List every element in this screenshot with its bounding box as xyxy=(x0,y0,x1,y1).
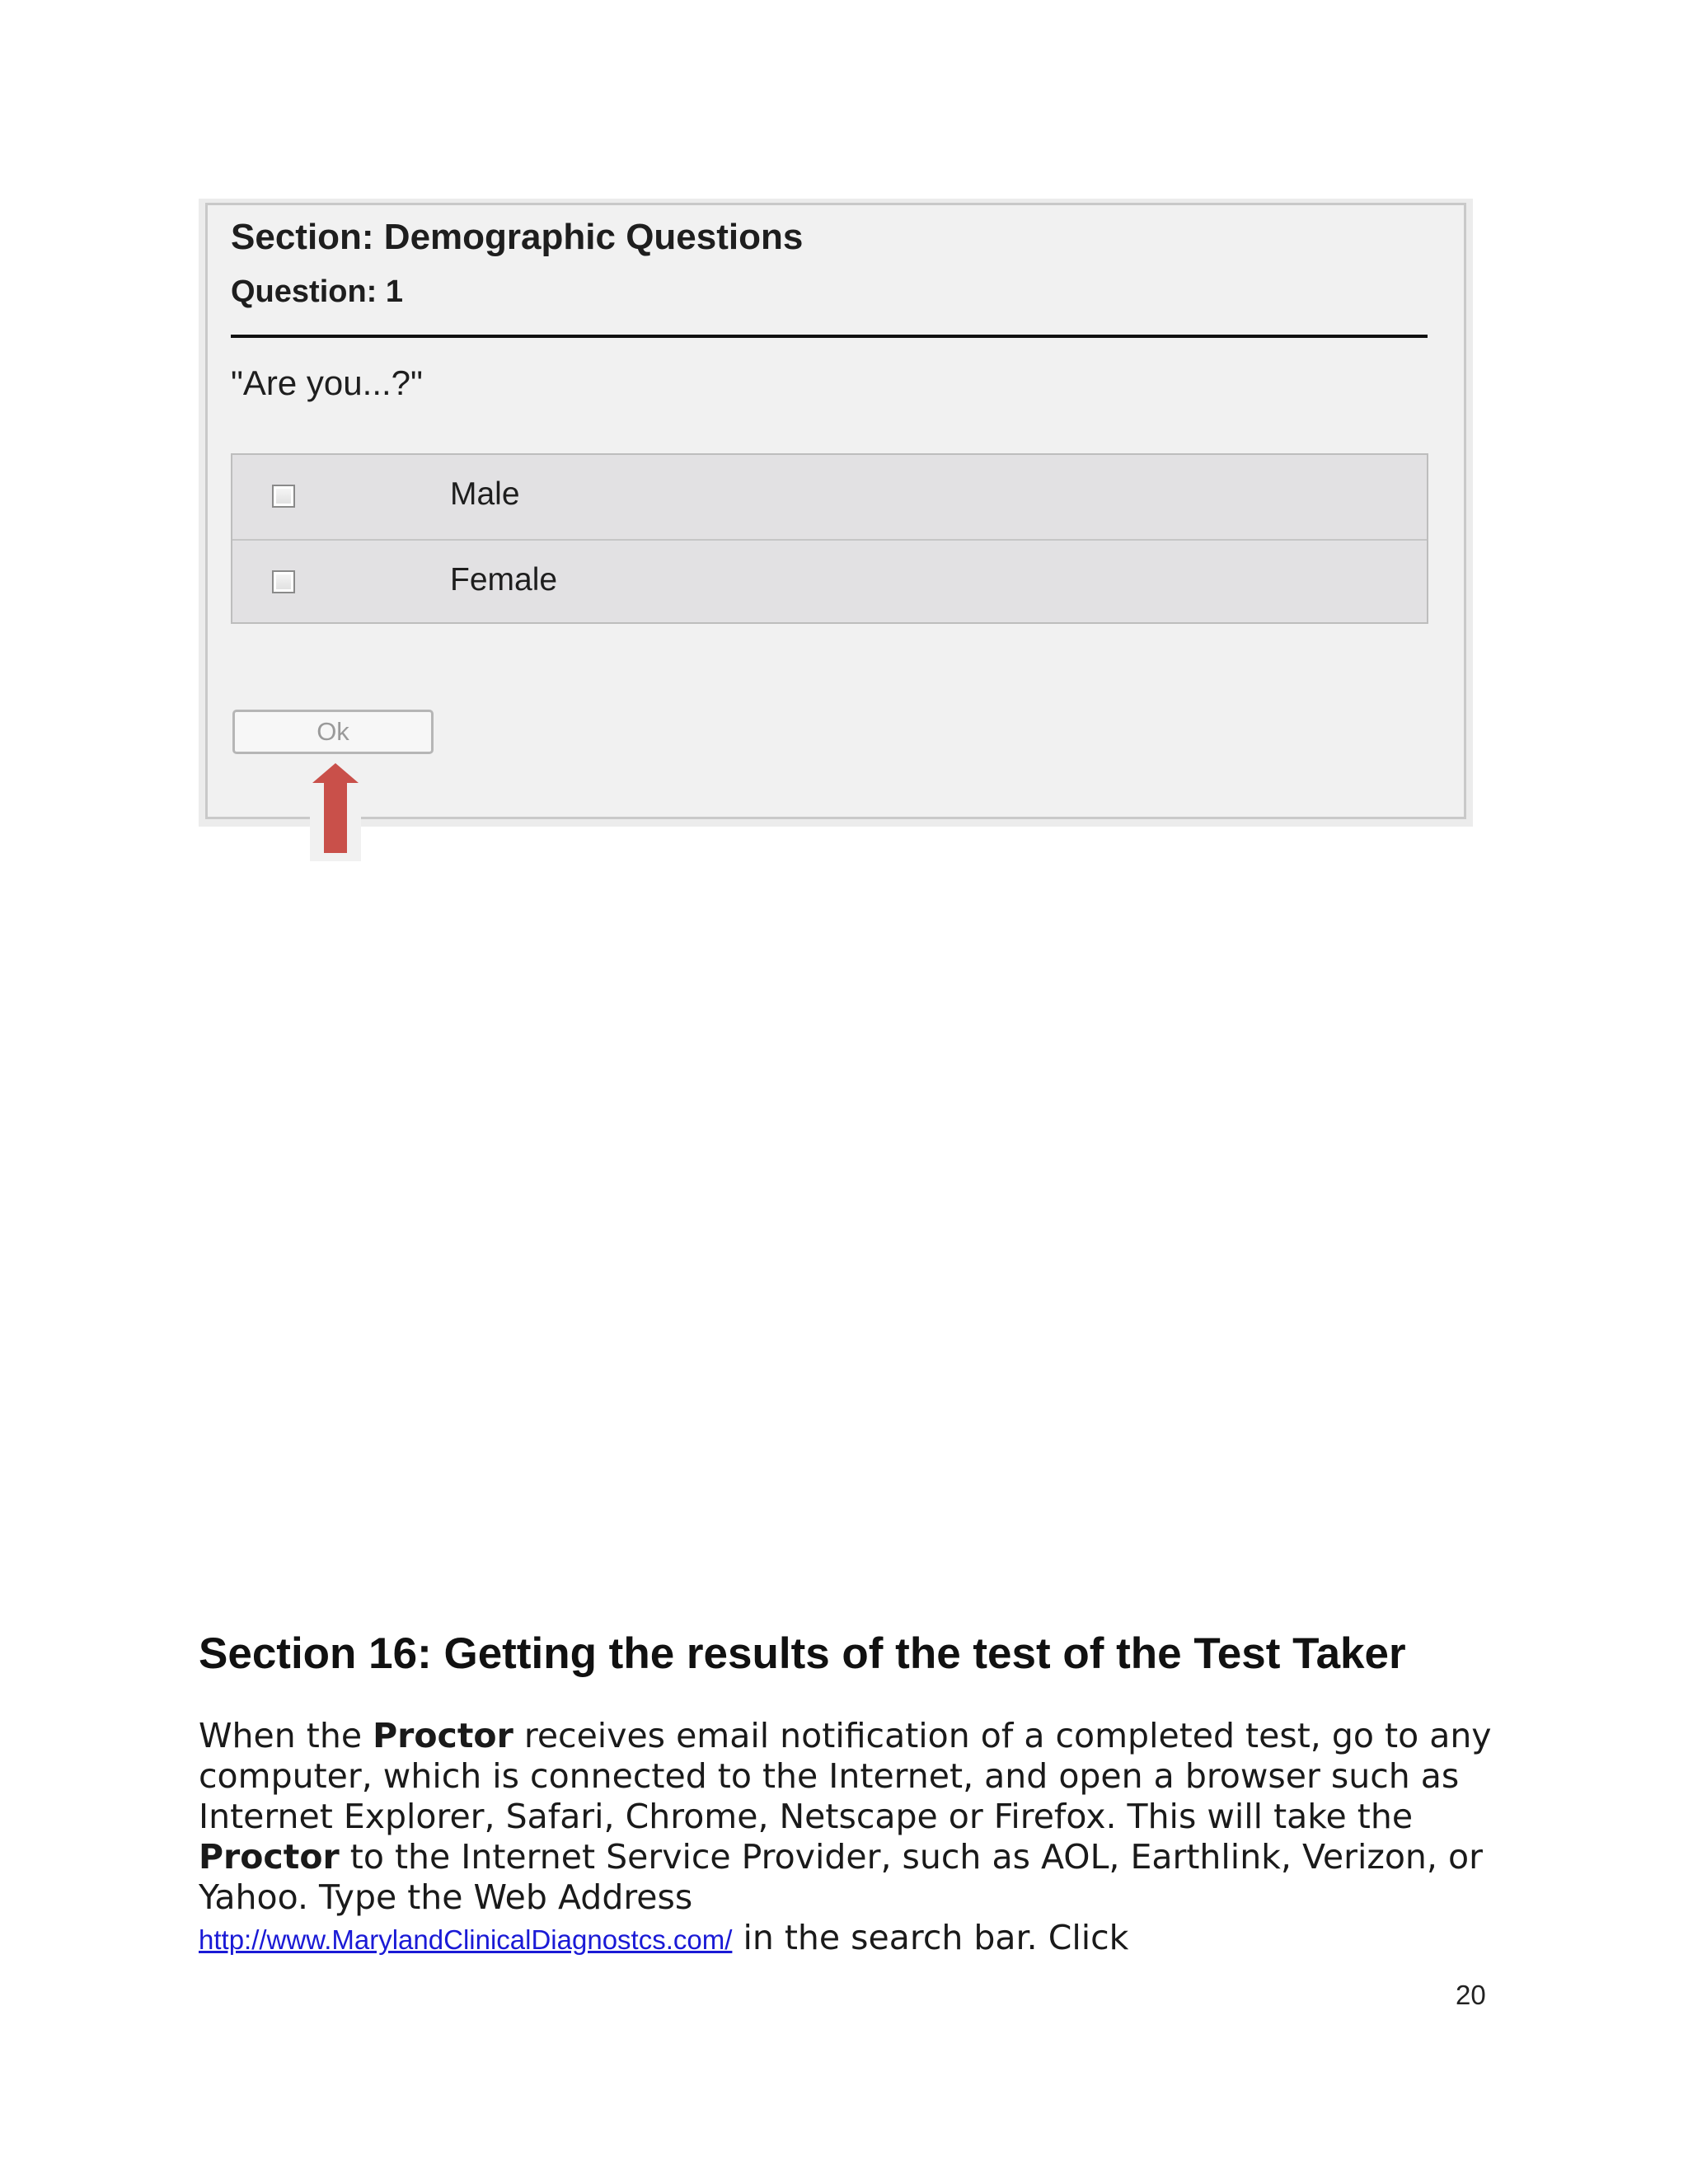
proctor-term: Proctor xyxy=(373,1716,513,1755)
question-number: Question: 1 xyxy=(231,274,404,309)
checkbox-female[interactable] xyxy=(272,570,295,593)
question-text: "Are you...?" xyxy=(231,363,423,402)
option-row-male[interactable] xyxy=(232,455,1427,539)
option-label-female: Female xyxy=(450,562,558,598)
option-row-female[interactable] xyxy=(232,539,1427,623)
section-16-heading: Section 16: Getting the results of the test of the Test Taker xyxy=(199,1629,1406,1678)
text-run: When the xyxy=(199,1716,373,1755)
instructions-paragraph xyxy=(199,1716,1517,1960)
proctor-term: Proctor xyxy=(199,1837,340,1877)
screenshot-frame xyxy=(199,199,1473,827)
checkbox-male[interactable] xyxy=(272,485,295,508)
text-run: receives email notification of a completed test, go to any computer, which is connected to the Internet, and open a browser such as Internet Explorer, Safari, Chrome, Netscape or Firefox. This will take the xyxy=(199,1716,1492,1836)
section-heading: Section: Demographic Questions xyxy=(231,217,804,257)
answer-options xyxy=(231,453,1428,624)
web-address-link[interactable]: http://www.MarylandClinicalDiagnostcs.com/ xyxy=(199,1924,733,1955)
ok-button[interactable]: Ok xyxy=(232,710,434,754)
page-number: 20 xyxy=(1456,1980,1486,2010)
arrow-up-icon xyxy=(310,758,361,861)
text-run: to the Internet Service Provider, such as AOL, Earthlink, Verizon, or Yahoo. Type the Web Address xyxy=(199,1837,1483,1917)
option-label-male: Male xyxy=(450,476,520,512)
divider xyxy=(231,335,1428,338)
question-panel xyxy=(205,203,1466,819)
text-run: in the search bar. Click xyxy=(732,1918,1129,1957)
